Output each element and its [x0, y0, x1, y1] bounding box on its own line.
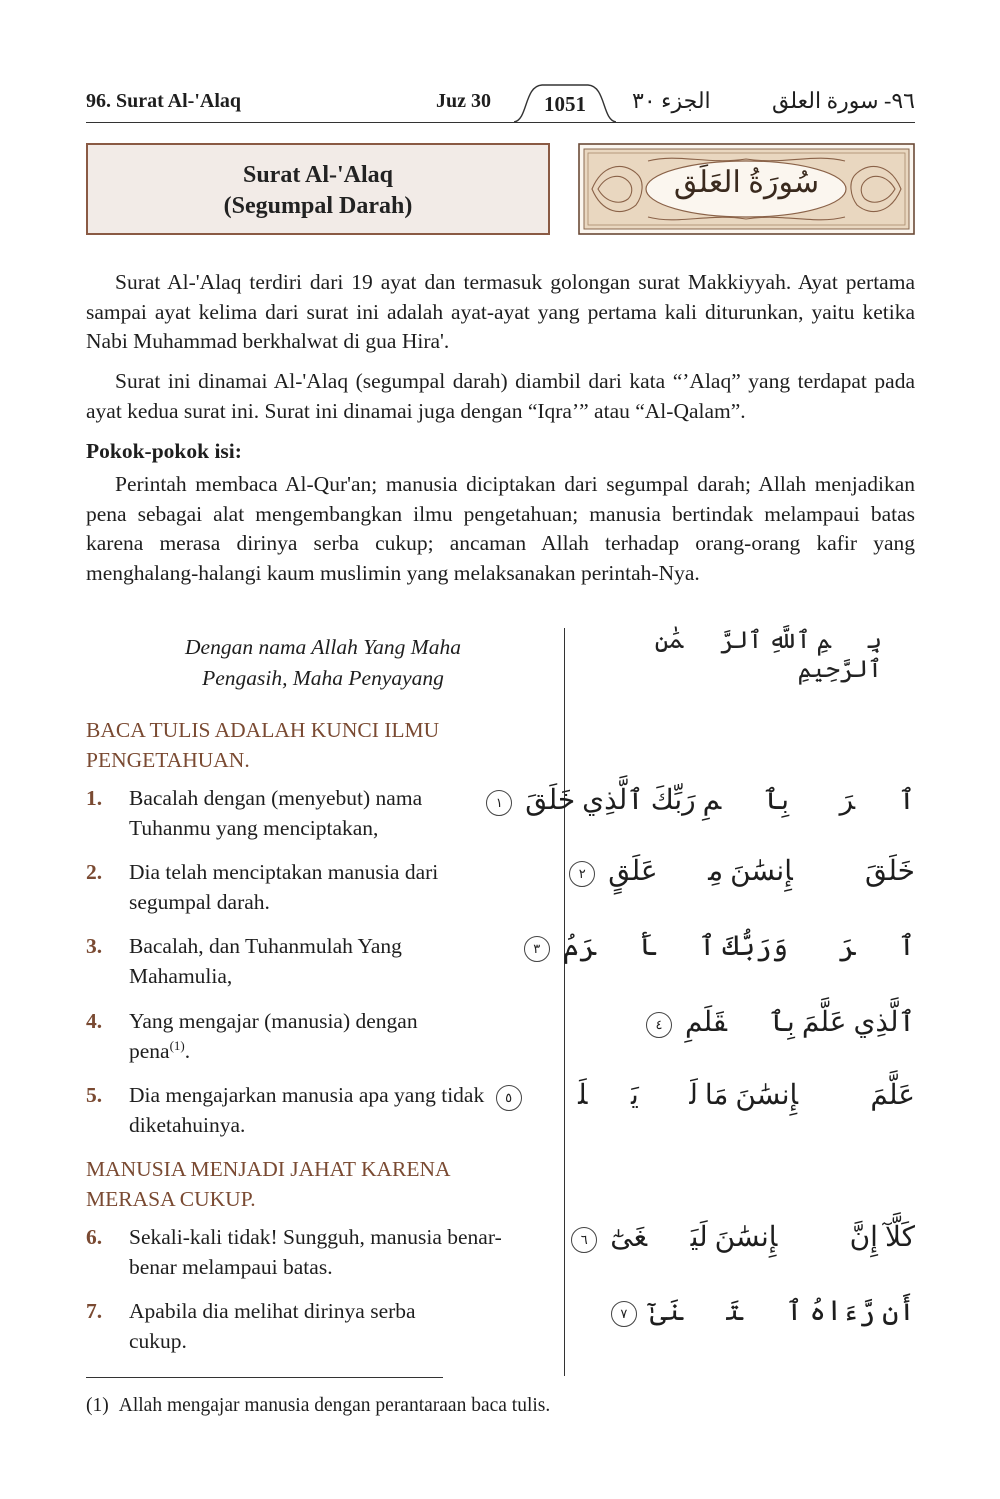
verse-arabic — [600, 1003, 915, 1043]
verse-line2: Tuhanmu yang menciptakan, — [129, 816, 379, 840]
verse-line1: Apabila dia melihat dirinya serba — [129, 1299, 416, 1323]
ayah-number-icon: ١ — [486, 790, 512, 816]
ayah-number-icon: ٦ — [571, 1227, 597, 1253]
verse-line1: Yang mengajar (manusia) dengan — [129, 1009, 418, 1033]
header-rule — [86, 122, 915, 123]
running-header — [86, 86, 915, 126]
header-juz-arabic: الجزء ٣٠ — [632, 88, 711, 113]
verse-arabic — [578, 852, 915, 892]
ayah-number-icon: ٢ — [569, 861, 595, 887]
verse-arabic — [600, 1292, 915, 1332]
basmalah-arabic: بِسۡمِ ٱللَّهِ ٱلرَّحۡمَٰنِ ٱلرَّحِيمِ — [654, 628, 882, 683]
column-divider — [564, 628, 565, 1376]
verse-number: 2. — [86, 860, 103, 884]
surah-subtitle: (Segumpal Darah) — [223, 193, 413, 219]
footnote — [86, 1395, 550, 1417]
footnote-rule — [86, 1377, 443, 1378]
basmalah-translation — [86, 632, 560, 694]
verse-line1: Bacalah, dan Tuhanmulah Yang — [129, 934, 402, 958]
verse-arabic-text: ٱلَّذِي عَلَّمَ بِٱلۡقَلَمِ — [685, 1007, 915, 1038]
ayah-number-icon: ٥ — [496, 1085, 522, 1111]
verse-line2: benar melampaui batas. — [129, 1255, 333, 1279]
ayah-number-icon: ٤ — [646, 1012, 672, 1038]
verse-arabic — [580, 1218, 915, 1258]
pokok-isi-heading: Pokok-pokok isi: — [86, 439, 242, 463]
verse-line2: segumpal darah. — [129, 890, 270, 914]
surah-title-box — [86, 143, 550, 235]
verse-arabic-text: ٱقۡرَأۡ بِٱسۡمِ رَبِّكَ ٱلَّذِي خَلَقَ — [525, 785, 915, 816]
verse-line2: cukup. — [129, 1329, 187, 1353]
page-number: 1051 — [544, 92, 586, 116]
verse-line2: diketahuinya. — [129, 1113, 246, 1137]
section-heading-line1: BACA TULIS ADALAH KUNCI ILMU — [86, 718, 440, 742]
verse-number: 6. — [86, 1225, 103, 1249]
verse-arabic-text: كَلَّآ إِنَّ ٱلۡإِنسَٰنَ لَيَطۡغَىٰٓ — [610, 1222, 915, 1253]
intro-paragraph-1: Surat Al-'Alaq terdiri dari 19 ayat dan termasuk golongan surat Makkiyyah. Ayat pertama sampai ayat kelima dari surat ini adalah ayat-ayat yang pertama kali diturunkan, yaitu ketika Nabi Muhammad berkhalwat di gua Hira'. — [86, 270, 915, 353]
verse-arabic-text: ٱقۡرَأۡ وَرَبُّكَ ٱلۡأَكۡرَمُ — [562, 931, 915, 962]
verse-number: 4. — [86, 1009, 103, 1033]
verse-number: 7. — [86, 1299, 103, 1323]
section-heading-line1: MANUSIA MENJADI JAHAT KARENA — [86, 1157, 451, 1181]
verse-line2: pena — [129, 1039, 170, 1063]
verse-arabic-text: خَلَقَ ٱلۡإِنسَٰنَ مِنۡ عَلَقٍ — [608, 856, 915, 887]
ornament-arabic-title: سُورَةُ العَلَق — [673, 166, 820, 199]
footnote-text: Allah mengajar manusia dengan perantaraan baca tulis. — [118, 1395, 551, 1416]
basmalah-translation-line2: Pengasih, Maha Penyayang — [202, 666, 444, 690]
header-juz-latin: Juz 30 — [436, 90, 491, 112]
intro-paragraph-2: Surat ini dinamai Al-'Alaq (segumpal darah) diambil dari kata “’Alaq” yang terdapat pada ayat kedua surat ini. Surat ini dinamai juga dengan “Iqra’” atau “Al-Qalam”. — [86, 369, 915, 423]
verse-number: 1. — [86, 786, 103, 810]
verse-arabic — [495, 781, 915, 821]
verse-arabic-text: أَن رَّءَاهُ ٱسۡتَغۡنَىٰٓ — [649, 1296, 915, 1327]
footnote-reference[interactable]: (1) — [169, 1037, 185, 1053]
ayah-number-icon: ٧ — [611, 1301, 637, 1327]
section-heading-line2: PENGETAHUAN. — [86, 748, 250, 772]
verse-translation — [86, 931, 556, 991]
section-heading-line2: MERASA CUKUP. — [86, 1187, 256, 1211]
verse-translation — [86, 1006, 556, 1066]
footnote-mark: (1) — [86, 1395, 109, 1416]
header-surah-arabic: ٩٦- سورة العلق — [772, 88, 915, 113]
basmalah-translation-line1: Dengan nama Allah Yang Maha — [185, 635, 461, 659]
pokok-isi-paragraph: Perintah membaca Al-Qur'an; manusia diciptakan dari segumpal darah; Allah menjadikan pena sebagai alat mengembangkan ilmu pengetahuan; manusia bertindak melampaui batas karena merasa dirinya serba cukup; ancaman Allah terhadap orang-orang kafir yang menghalang-halangi kaum muslimin yang melaksanakan perintah-Nya. — [86, 472, 915, 585]
verse-line1: Dia mengajarkan manusia apa yang tidak — [129, 1083, 485, 1107]
ayah-number-icon: ٣ — [524, 936, 550, 962]
verse-line1: Dia telah menciptakan manusia dari — [129, 860, 439, 884]
verse-line2-wrap — [129, 1036, 556, 1066]
section-heading — [86, 715, 546, 775]
verse-arabic-text: عَلَّمَ ٱلۡإِنسَٰنَ مَا لَمۡ يَعۡلَمۡ — [534, 1080, 915, 1111]
section-heading — [86, 1154, 546, 1214]
verse-translation — [86, 857, 556, 917]
verse-number: 5. — [86, 1083, 103, 1107]
header-surah-latin: 96. Surat Al-'Alaq — [86, 90, 242, 112]
verse-line1: Bacalah dengan (menyebut) nama — [129, 786, 423, 810]
surah-title: Surat Al-'Alaq — [242, 162, 394, 188]
verse-arabic — [533, 927, 915, 967]
verse-translation — [86, 1296, 556, 1356]
surah-ornament-frame — [578, 143, 915, 235]
verse-line2-end: . — [184, 1039, 191, 1063]
verse-number: 3. — [86, 934, 103, 958]
verse-line2: Mahamulia, — [129, 964, 233, 988]
verse-translation — [86, 1222, 556, 1282]
verse-translation — [86, 1080, 556, 1140]
verse-line1: Sekali-kali tidak! Sungguh, manusia benar- — [129, 1225, 502, 1249]
verse-arabic — [505, 1076, 915, 1116]
